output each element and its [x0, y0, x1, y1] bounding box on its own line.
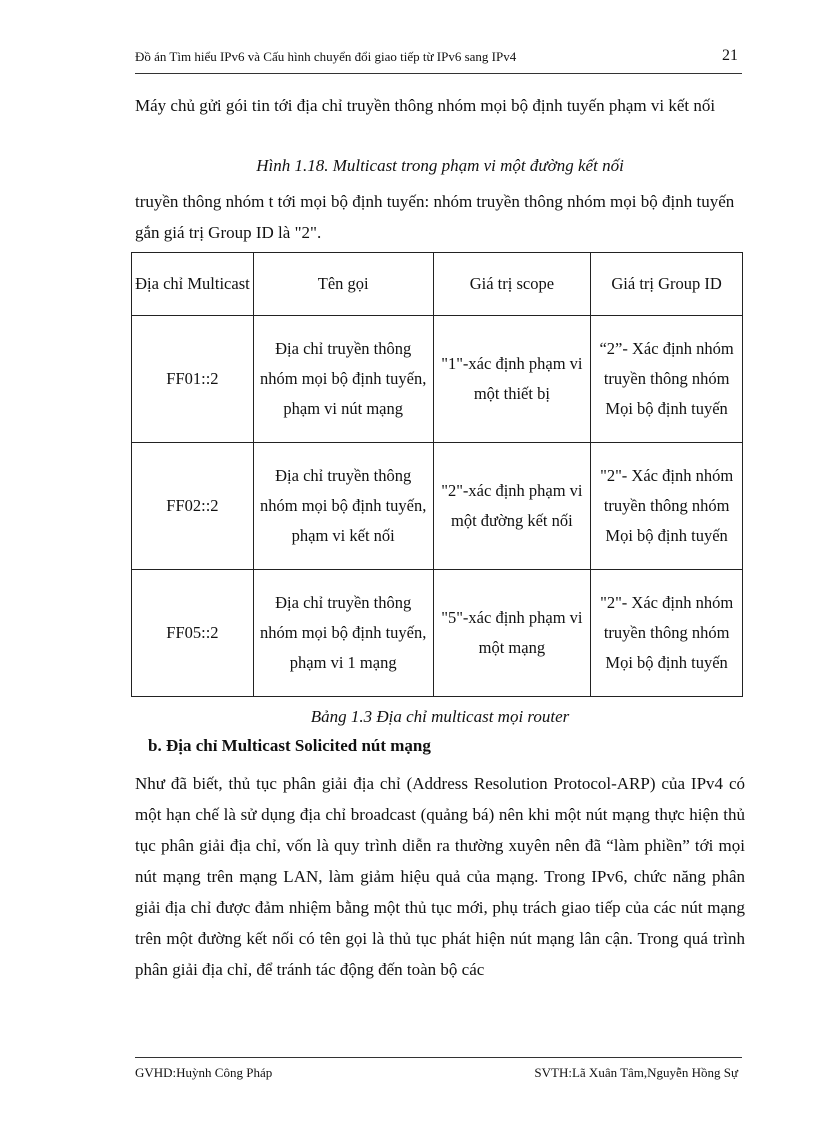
cell-address: FF05::2 [132, 570, 254, 697]
cell-name: Địa chỉ truyền thông nhóm mọi bộ định tuyến, phạm vi 1 mạng [253, 570, 433, 697]
group-id-text: “2”- Xác định nhóm truyền thông nhóm [599, 339, 734, 388]
group-id-note: Mọi bộ định tuyến [605, 526, 728, 545]
section-heading: b. Địa chỉ Multicast Solicited nút mạng [148, 736, 431, 755]
header-group-id: Giá trị Group ID [591, 253, 743, 316]
table-header-row [132, 253, 743, 316]
cell-address: FF02::2 [132, 443, 254, 570]
page-number: 21 [722, 47, 738, 64]
cell-scope: "2"-xác định phạm vi một đường kết nối [433, 443, 591, 570]
header-name: Tên gọi [253, 253, 433, 316]
table-caption: Bảng 1.3 Địa chỉ multicast mọi router [310, 707, 570, 726]
group-id-text: "2"- Xác định nhóm truyền thông nhóm [600, 466, 734, 515]
cell-name: Địa chỉ truyền thông nhóm mọi bộ định tuyến, phạm vi nút mạng [253, 316, 433, 443]
table-row [132, 443, 743, 570]
cell-address: FF01::2 [132, 316, 254, 443]
cell-scope: "1"-xác định phạm vi một thiết bị [433, 316, 591, 443]
table-row [132, 570, 743, 697]
group-id-text: "2"- Xác định nhóm truyền thông nhóm [600, 593, 734, 642]
figure-caption: Hình 1.18. Multicast trong phạm vi một đường kết nối [256, 156, 624, 175]
cell-name: Địa chỉ truyền thông nhóm mọi bộ định tuyến, phạm vi kết nối [253, 443, 433, 570]
cell-group-id [591, 316, 743, 443]
cell-scope: "5"-xác định phạm vi một mạng [433, 570, 591, 697]
table-row [132, 316, 743, 443]
cell-group-id [591, 443, 743, 570]
footer-students: SVTH:Lã Xuân Tâm,Nguyễn Hồng Sự [534, 1065, 738, 1080]
table-intro-paragraph: truyền thông nhóm t tới mọi bộ định tuyến: nhóm truyền thông nhóm mọi bộ định tuyến gắn giá trị Group ID là "2". [135, 192, 735, 242]
intro-paragraph: Máy chủ gửi gói tin tới địa chỉ truyền thông nhóm mọi bộ định tuyến phạm vi kết nối [135, 96, 716, 115]
page-footer [135, 1057, 742, 1080]
cell-group-id [591, 570, 743, 697]
header-scope: Giá trị scope [433, 253, 591, 316]
footer-instructor: GVHD:Huỳnh Công Pháp [135, 1065, 273, 1080]
group-id-note: Mọi bộ định tuyến [605, 399, 728, 418]
multicast-address-table [131, 252, 743, 697]
body-paragraph: Như đã biết, thủ tục phân giải địa chỉ (Address Resolution Protocol-ARP) của IPv4 có một hạn chế là sử dụng địa chỉ broadcast (quảng bá) nên khi một nút mạng thực hiện thủ tục phân giải địa chỉ, vốn là quy trình diễn ra thường xuyên nên đã “làm phiền” tới mọi nút mạng trên mạng LAN, làm giảm hiệu quả của mạng. Trong IPv6, chức năng phân giải địa chỉ được đảm nhiệm bằng một thủ tục mới, phụ trách giao tiếp của các nút mạng trên một đường kết nối có tên gọi là thủ tục phát hiện nút mạng lân cận. Trong quá trình phân giải địa chỉ, để tránh tác động đến toàn bộ các [135, 774, 745, 979]
page-header [135, 49, 742, 74]
group-id-note: Mọi bộ định tuyến [605, 653, 728, 672]
header-title: Đồ án Tìm hiểu IPv6 và Cấu hình chuyển đổi giao tiếp từ IPv6 sang IPv4 [135, 49, 517, 64]
header-address: Địa chỉ Multicast [132, 253, 254, 316]
